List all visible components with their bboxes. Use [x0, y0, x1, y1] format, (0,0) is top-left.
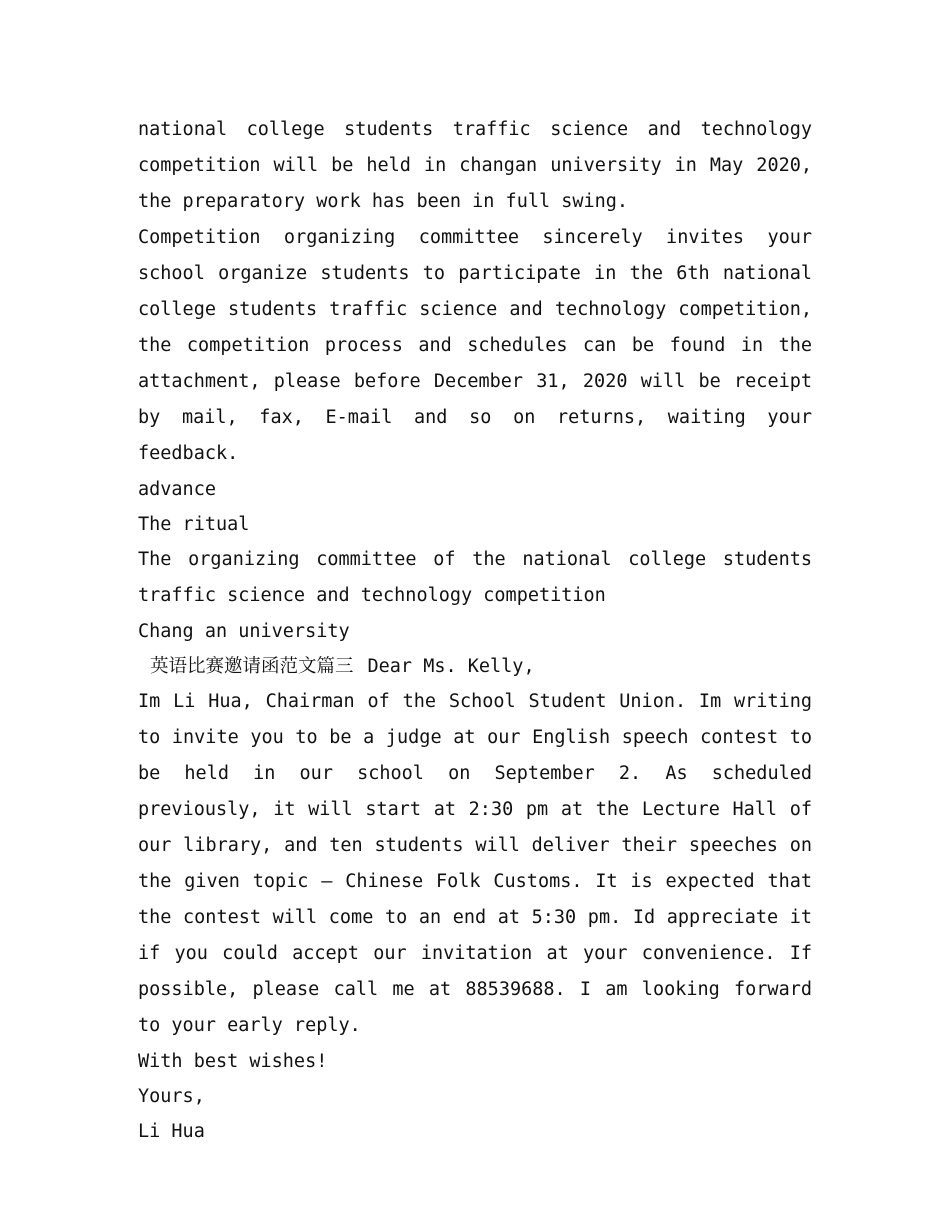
paragraph-ritual: The ritual: [138, 514, 250, 535]
paragraph-university-signature: Chang an university: [138, 621, 350, 642]
paragraph-competition-announcement: national college students traffic science and technology competition will be held in changan university in May 2020, the preparatory work has been in full swing.: [138, 119, 812, 212]
document-body: [138, 112, 812, 1149]
section-title: 英语比赛邀请函范文篇三: [150, 656, 354, 677]
paragraph-best-wishes: With best wishes!: [138, 1051, 328, 1072]
paragraph-signature-name: Li Hua: [138, 1121, 205, 1142]
salutation: Dear Ms. Kelly,: [367, 656, 535, 677]
paragraph-organizing-committee: The organizing committee of the national college students traffic science and technology competition: [138, 549, 812, 606]
paragraph-speech-contest-invitation: Im Li Hua, Chairman of the School Student Union. Im writing to invite you to be a judge at our English speech contest to be held in our school on September 2. As scheduled previously, it will start at 2:30 pm at the Lecture Hall of our library, and ten students will deliver their speeches on the given topic — Chinese Folk Customs. It is expected that the contest will come to an end at 5:30 pm. Id appreciate it if you could accept our invitation at your convenience. If possible, please call me at 88539688. I am looking forward to your early reply.: [138, 691, 812, 1036]
paragraph-yours: Yours,: [138, 1086, 205, 1107]
paragraph-invitation-details: Competition organizing committee sincerely invites your school organize students to participate in the 6th national college students traffic science and technology competition, the competition process and schedules can be found in the attachment, please before December 31, 2020 will be receipt by mail, fax, E-mail and so on returns, waiting your feedback.: [138, 227, 812, 464]
section-heading-line: [138, 649, 812, 684]
paragraph-advance: advance: [138, 479, 216, 500]
